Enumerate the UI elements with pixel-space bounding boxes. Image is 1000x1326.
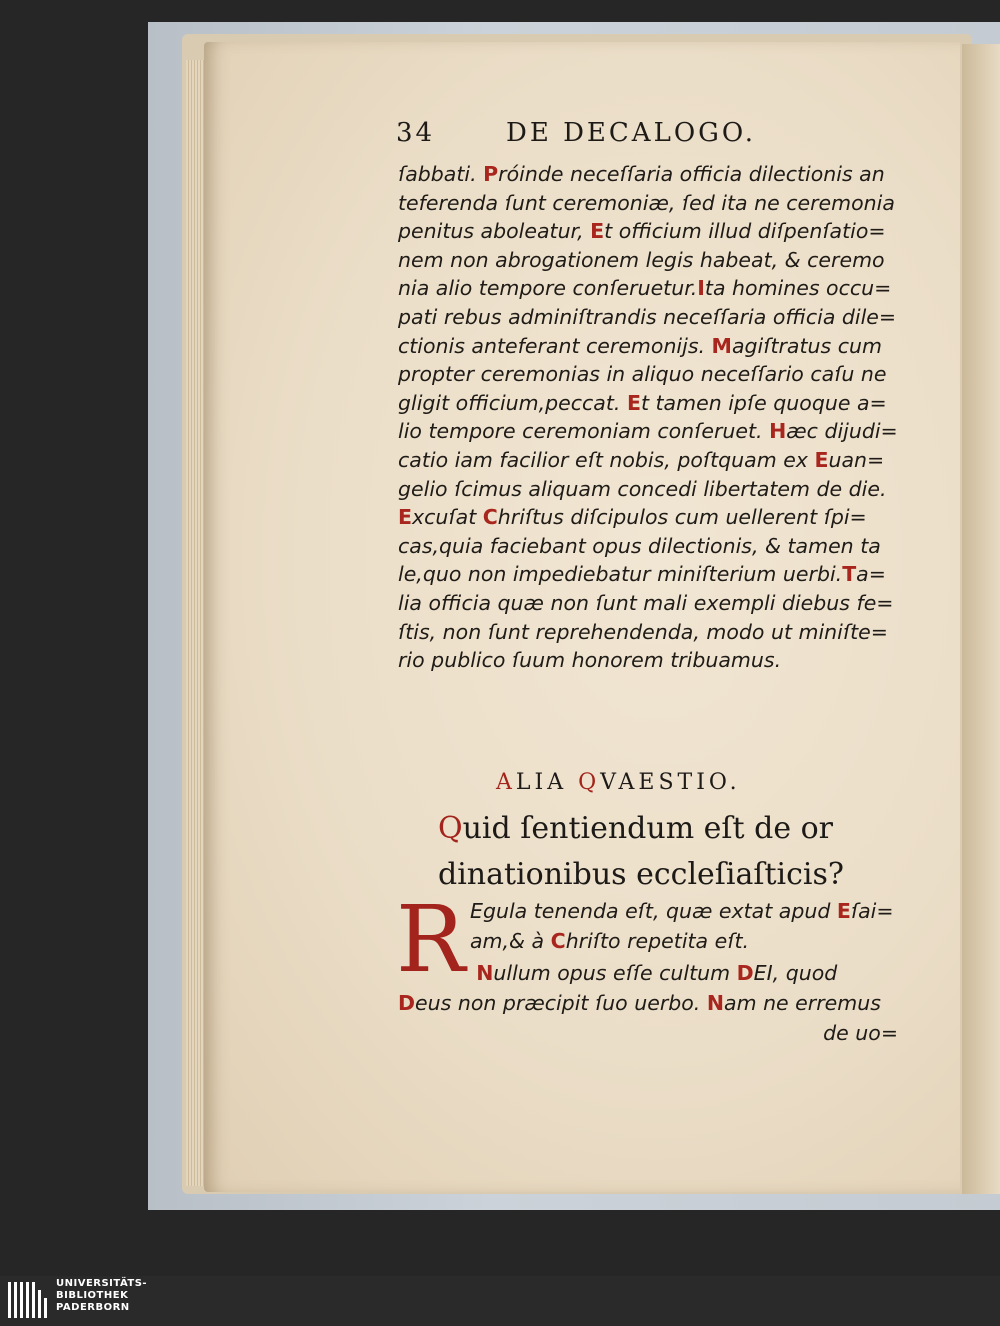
library-name-line: BIBLIOTHEK	[56, 1290, 129, 1301]
text-run: rio publico ſuum honorem tribuamus.	[398, 648, 782, 673]
text-line	[398, 160, 898, 189]
rubric-initial: H	[769, 419, 787, 444]
text-run: róinde neceſſaria officia dilectionis an	[498, 162, 885, 186]
text-run: hriſtus diſcipulos cum uellerent ſpi=	[497, 505, 867, 530]
text-run: uan=	[828, 447, 885, 472]
library-logo-icon	[6, 1278, 50, 1322]
text-line	[398, 189, 898, 218]
drop-capital: R	[396, 886, 466, 993]
text-line	[398, 389, 898, 418]
text-line	[398, 532, 898, 561]
text-run: eus non præcipit ſuo uerbo.	[415, 991, 707, 1015]
text-line	[398, 417, 898, 446]
rubric-initial: C	[482, 505, 498, 530]
text-run: agiſtratus cum	[731, 333, 882, 358]
question-initial: Q	[438, 811, 463, 846]
running-header	[396, 118, 816, 158]
main-paragraph	[398, 160, 898, 675]
text-run: ſai=	[850, 899, 894, 923]
rubric-initial: M	[711, 333, 732, 358]
text-run: nia alio tempore conſeruetur.	[398, 276, 698, 301]
question-line: dinationibus eccleſiaſticis?	[438, 857, 845, 892]
text-run: lio tempore ceremoniam conſeruet.	[398, 419, 770, 444]
rubric-initial: D	[736, 961, 754, 985]
heading-word: LIA	[515, 770, 579, 795]
text-run: xcuſat	[412, 505, 483, 530]
heading-initial: A	[496, 770, 516, 795]
text-line	[398, 646, 898, 675]
rubric-initial: D	[398, 991, 416, 1015]
text-run: t tamen ipſe quoque a=	[640, 390, 887, 415]
text-line	[398, 246, 898, 275]
text-line	[398, 217, 898, 246]
text-run: le,quo non impediebatur miniſterium uerbi.	[398, 562, 843, 587]
text-line	[398, 503, 898, 532]
library-name	[56, 1278, 147, 1314]
rubric-initial: E	[398, 505, 413, 530]
rubric-initial: C	[550, 929, 566, 953]
library-name-line: PADERBORN	[56, 1302, 130, 1313]
text-line	[398, 618, 898, 647]
text-run: ſtis, non ſunt reprehendenda, modo ut miniſte=	[398, 619, 888, 644]
text-line	[398, 274, 898, 303]
text-run: penitus aboleatur,	[398, 219, 591, 244]
text-line	[398, 332, 898, 361]
text-line	[398, 988, 898, 1018]
text-line	[398, 303, 898, 332]
heading-word: VAESTIO.	[600, 770, 741, 795]
question-title	[438, 806, 878, 898]
page-number: 34	[396, 118, 436, 148]
text-line	[470, 926, 900, 956]
text-run: a=	[856, 562, 886, 587]
rubric-initial: E	[836, 899, 851, 923]
text-run: EI, quod	[753, 961, 838, 985]
text-run: t officium illud diſpenſatio=	[604, 219, 886, 244]
text-run: hriſto repetita eſt.	[565, 929, 750, 953]
text-line	[398, 446, 898, 475]
text-run: lia officia quæ non ſunt mali exempli diebus fe=	[398, 590, 894, 615]
rubric-initial: N	[706, 991, 725, 1015]
rule-paragraph	[470, 896, 900, 956]
text-run: propter ceremonias in aliquo neceſſario caſu ne	[398, 362, 887, 387]
text-line	[398, 475, 898, 504]
heading-initial: Q	[578, 770, 601, 795]
text-run: am,& à	[470, 929, 551, 953]
text-run: gligit officium,peccat.	[398, 390, 627, 415]
catchword: de uo=	[823, 1021, 898, 1045]
text-run: æc dijudi=	[786, 419, 898, 444]
text-line	[470, 896, 900, 926]
rubric-initial: E	[590, 219, 605, 244]
text-run: Egula tenenda eſt, quæ extat apud	[470, 899, 837, 923]
text-run: pati rebus adminiſtrandis neceſſaria officia dile=	[398, 304, 897, 329]
text-line	[398, 589, 898, 618]
rubric-initial: E	[814, 447, 829, 472]
facing-page-edge	[962, 44, 1000, 1194]
text-run: ullum opus eſſe cultum	[493, 961, 737, 985]
footer-bar	[0, 1276, 1000, 1326]
text-run: catio iam facilior eſt nobis, poſtquam ex	[398, 447, 815, 472]
text-run: ctionis anteferant ceremonijs.	[398, 333, 712, 358]
text-run: ta homines occu=	[704, 276, 892, 301]
text-run: teferenda ſunt ceremoniæ, ſed ita ne ceremonia	[398, 190, 895, 215]
text-line	[398, 958, 898, 988]
text-line	[398, 560, 898, 589]
rubric-initial: N	[476, 961, 494, 985]
page-stack-edge	[186, 60, 204, 1186]
rubric-initial: E	[626, 390, 641, 415]
section-heading	[496, 770, 741, 795]
rubric-initial: P	[483, 162, 499, 186]
question-line	[438, 806, 878, 852]
text-run: ſabbati.	[398, 162, 484, 186]
text-run: gelio ſcimus aliquam concedi libertatem de die.	[398, 476, 887, 501]
rubric-initial: I	[697, 276, 705, 301]
library-name-line: UNIVERSITÄTS-	[56, 1278, 148, 1289]
text-line	[398, 360, 898, 389]
question-text: uid ſentiendum eſt de or	[462, 811, 834, 846]
closing-paragraph	[398, 958, 898, 1048]
rubric-initial: T	[842, 562, 857, 587]
text-run: cas,quia faciebant opus dilectionis, & tamen ta	[398, 533, 881, 558]
text-run: nem non abrogationem legis habeat, & ceremo	[398, 247, 885, 272]
text-run: am ne erremus	[724, 991, 881, 1015]
page-title: DE DECALOGO.	[506, 118, 756, 148]
